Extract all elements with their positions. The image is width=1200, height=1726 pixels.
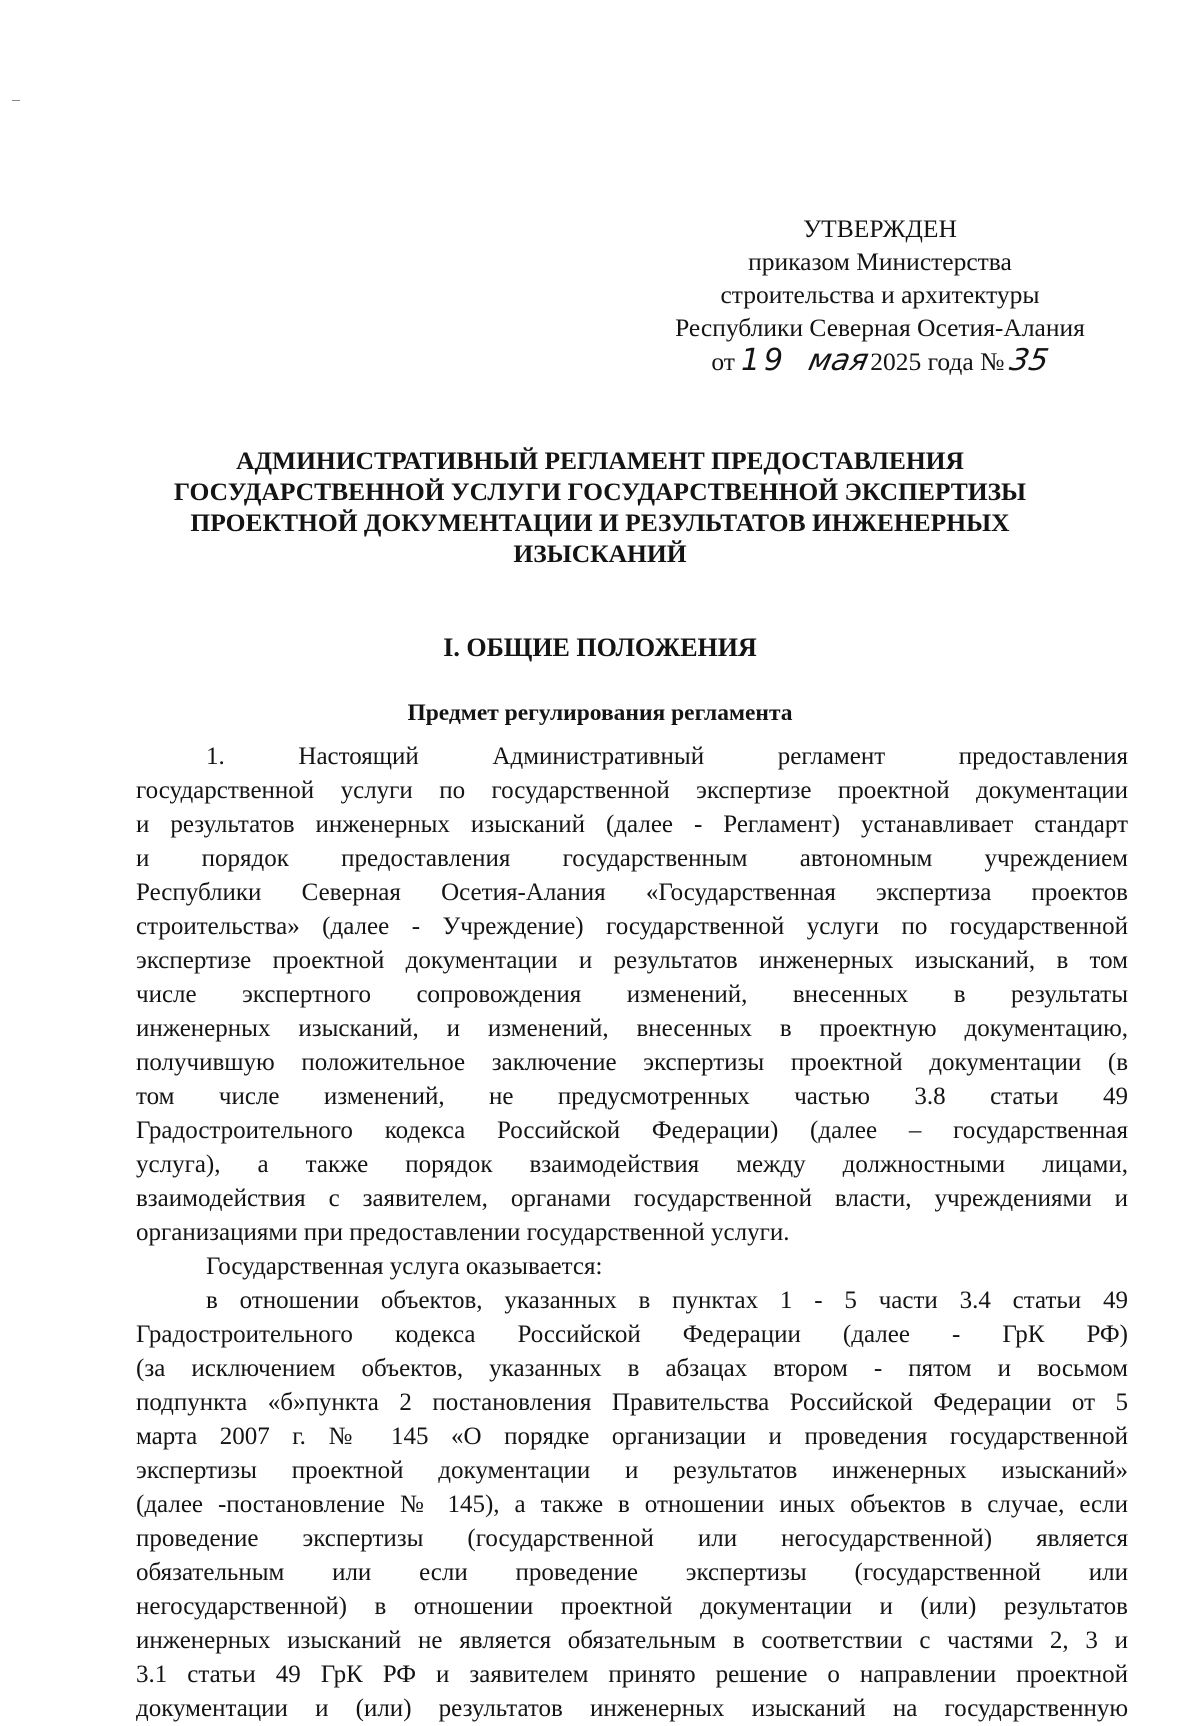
date-year-suffix: 2025 года № (870, 347, 1005, 376)
body-line: документации и (или) результатов инженерных изысканий на государственную (136, 1695, 1128, 1722)
body-line: в отношении объектов, указанных в пунктах 1 - 5 части 3.4 статьи 49 (206, 1287, 1128, 1314)
body-line: организациями при предоставлении государственной услуги. (136, 1219, 790, 1246)
body-line: Градостроительного кодекса Российской Федерации (далее - ГрК РФ) (136, 1321, 1128, 1348)
handwritten-order-number: 35 (1007, 343, 1052, 378)
body-line: строительства» (далее - Учреждение) государственной услуги по государственной (136, 913, 1128, 940)
approval-heading: УТВЕРЖДЕН (803, 214, 957, 243)
title-line-1: АДМИНИСТРАТИВНЫЙ РЕГЛАМЕНТ ПРЕДОСТАВЛЕНИЯ (236, 446, 964, 475)
body-line: Республики Северная Осетия-Алания «Государственная экспертиза проектов (136, 879, 1128, 906)
document-title (140, 445, 1060, 569)
approval-stamp-block (620, 212, 1140, 378)
handwritten-month: мая (805, 343, 872, 378)
scan-mark (12, 100, 20, 101)
approval-date-line (620, 344, 1140, 378)
body-line: (за исключением объектов, указанных в абзацах втором - пятом и восьмом (136, 1355, 1128, 1382)
handwritten-day: 19 (740, 343, 788, 378)
body-line: марта 2007 г. № 145 «О порядке организации и проведения государственной (136, 1423, 1128, 1450)
body-line: государственной услуги по государственной экспертизе проектной документации (136, 777, 1128, 804)
body-line: инженерных изысканий, и изменений, внесенных в проектную документацию, (136, 1015, 1128, 1042)
body-line: взаимодействия с заявителем, органами государственной власти, учреждениями и (136, 1185, 1128, 1212)
body-line: 3.1 статьи 49 ГрК РФ и заявителем принято решение о направлении проектной (136, 1661, 1128, 1688)
body-line: инженерных изысканий не является обязательным в соответствии с частями 2, 3 и (136, 1627, 1128, 1654)
body-line: негосударственной) в отношении проектной документации и (или) результатов (136, 1593, 1128, 1620)
body-line: экспертизы проектной документации и результатов инженерных изысканий» (136, 1457, 1128, 1484)
body-line: обязательным или если проведение экспертизы (государственной или (136, 1559, 1128, 1586)
approval-line-republic: Республики Северная Осетия-Алания (675, 313, 1085, 342)
body-line: Градостроительного кодекса Российской Федерации) (далее – государственная (136, 1117, 1128, 1144)
approval-line-ministry: строительства и архитектуры (720, 280, 1040, 309)
body-line: получившую положительное заключение экспертизы проектной документации (в (136, 1049, 1128, 1076)
body-line: и порядок предоставления государственным автономным учреждением (136, 845, 1128, 872)
title-line-4: ИЗЫСКАНИЙ (513, 539, 687, 568)
title-line-3: ПРОЕКТНОЙ ДОКУМЕНТАЦИИ И РЕЗУЛЬТАТОВ ИНЖЕНЕРНЫХ (190, 508, 1010, 537)
body-line: (далее -постановление № 145), а также в отношении иных объектов в случае, если (136, 1491, 1128, 1518)
section-heading: I. ОБЩИЕ ПОЛОЖЕНИЯ (443, 633, 757, 662)
body-line: услуга), а также порядок взаимодействия между должностными лицами, (136, 1151, 1128, 1178)
body-line: и результатов инженерных изысканий (далее - Регламент) устанавливает стандарт (136, 811, 1128, 838)
body-line: том числе изменений, не предусмотренных частью 3.8 статьи 49 (136, 1083, 1128, 1110)
body-line: подпункта «б»пункта 2 постановления Правительства Российской Федерации от 5 (136, 1389, 1128, 1416)
body-line: Государственная услуга оказывается: (206, 1253, 603, 1280)
body-line: 1. Настоящий Административный регламент предоставления (206, 743, 1128, 770)
date-prefix: от (711, 347, 735, 376)
body-line: проведение экспертизы (государственной или негосударственной) является (136, 1525, 1128, 1552)
title-line-2: ГОСУДАРСТВЕННОЙ УСЛУГИ ГОСУДАРСТВЕННОЙ ЭКСПЕРТИЗЫ (173, 477, 1027, 506)
body-text (136, 740, 1128, 1726)
approval-line-order: приказом Министерства (748, 247, 1012, 276)
body-line: числе экспертного сопровождения изменений, внесенных в результаты (136, 981, 1128, 1008)
body-line: экспертизе проектной документации и результатов инженерных изысканий, в том (136, 947, 1128, 974)
subsection-heading: Предмет регулирования регламента (407, 700, 793, 726)
